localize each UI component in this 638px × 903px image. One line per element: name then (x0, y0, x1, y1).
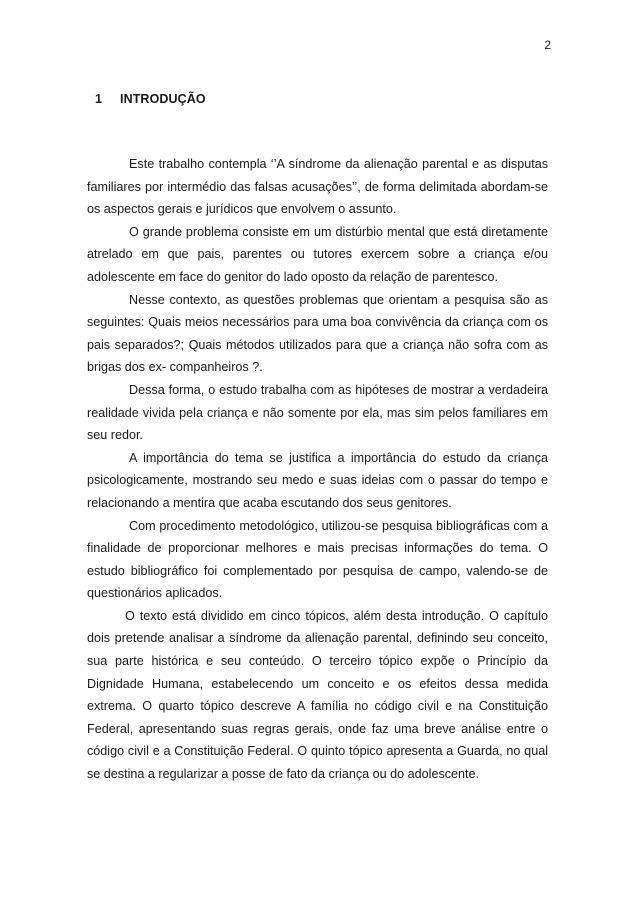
page-number: 2 (544, 38, 551, 52)
section-title: INTRODUÇÃO (120, 92, 206, 106)
paragraph: Nesse contexto, as questões problemas que orientam a pesquisa são as seguintes: Quais meios necessários para uma boa convivência da criança com os pais separados?; Quais métodos utilizados para que a criança não sofra com as brigas dos ex- companheiros ?. (87, 292, 548, 375)
body-text (87, 153, 548, 786)
paragraph: O grande problema consiste em um distúrbio mental que está diretamente atrelado em que pais, parentes ou tutores exercem sobre a criança e/ou adolescente em face do genitor do lado oposto da relação de parentesco. (87, 224, 548, 284)
paragraph: Este trabalho contempla ‘’A síndrome da alienação parental e as disputas familiares por intermédio das falsas acusações’’, de forma delimitada abordam-se os aspectos gerais e jurídicos que envolvem o assunto. (87, 157, 548, 217)
paragraph: A importância do tema se justifica a importância do estudo da criança psicologicamente, mostrando seu medo e suas ideias com o passar do tempo e relacionando a mentira que acaba escutando dos seus genitores. (87, 450, 548, 510)
section-number: 1 (95, 92, 103, 106)
paragraph: Dessa forma, o estudo trabalha com as hipóteses de mostrar a verdadeira realidade vivida pela criança e não somente por ela, mas sim pelos familiares em seu redor. (87, 382, 548, 443)
section-heading (95, 92, 206, 106)
paragraph: Com procedimento metodológico, utilizou-se pesquisa bibliográficas com a finalidade de proporcionar melhores e mais precisas informações do tema. O estudo bibliográfico foi complementado por pesquisa de campo, valendo-se de questionários aplicados. (87, 518, 548, 601)
paragraph: O texto está dividido em cinco tópicos, além desta introdução. O capítulo dois pretende analisar a síndrome da alienação parental, definindo seu conceito, sua parte histórica e seu conteúdo. O terceiro tópico expõe o Princípio da Dignidade Humana, estabelecendo um conceito e os efeitos dessa medida extrema. O quarto tópico descreve A família no código civil e na Constituição Federal, apresentando suas regras gerais, onde faz uma breve análise entre o código civil e a Constituição Federal. O quinto tópico apresenta a Guarda, no qual se destina a regularizar a posse de fato da criança ou do adolescente. (87, 608, 548, 782)
